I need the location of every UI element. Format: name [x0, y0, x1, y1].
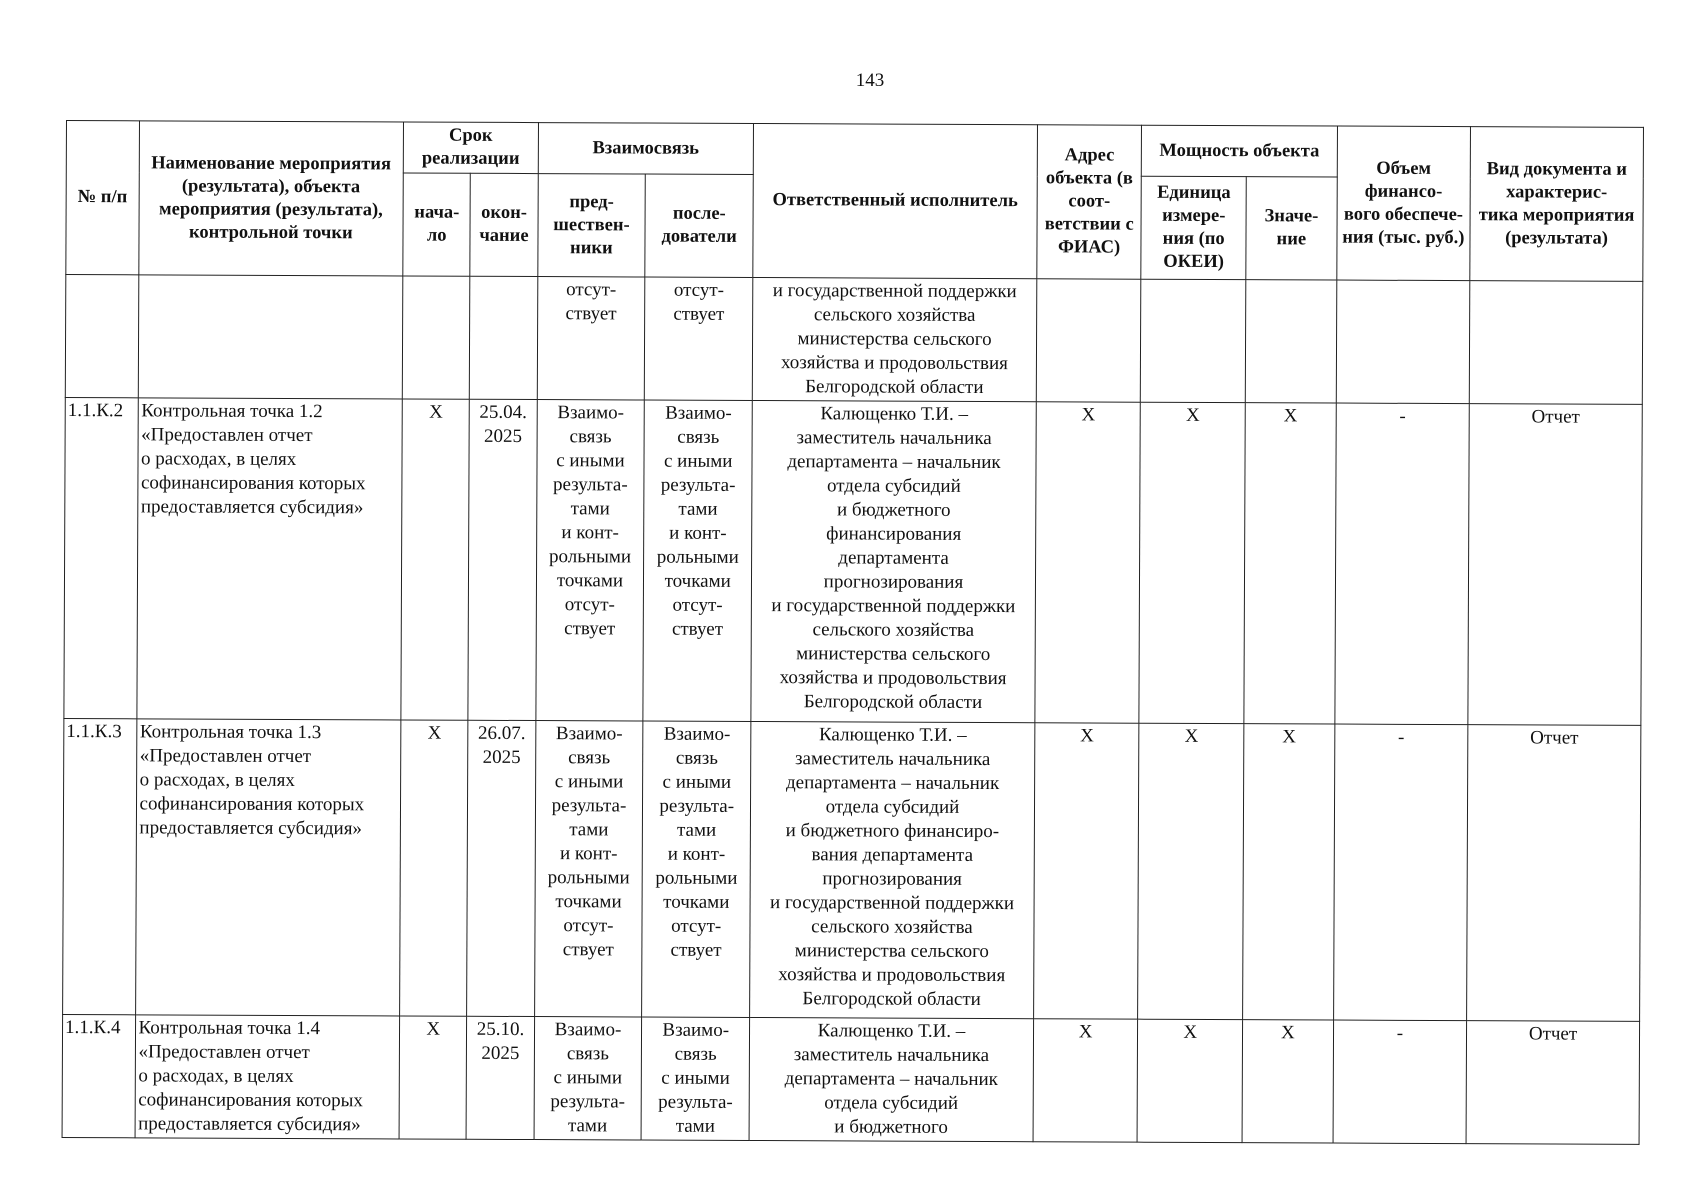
header-link: Взаимосвязь — [538, 123, 754, 175]
measures-table — [62, 120, 1644, 1145]
cell-finance: - — [1333, 724, 1468, 1021]
table-row — [65, 275, 1643, 405]
cell-finance: - — [1335, 403, 1470, 725]
header-row-top — [66, 121, 1643, 179]
cell-responsible: Калющенко Т.И. – заместитель начальника департамента – начальник отдела субсидий и бюджетного — [749, 1017, 1033, 1141]
header-term-end: окон- чание — [470, 173, 538, 276]
header-capacity-unit: Единица измере- ния (по ОКЕИ) — [1141, 176, 1246, 279]
cell-prev: отсут- ствует — [537, 277, 645, 400]
cell-end: 25.04. 2025 — [468, 399, 537, 720]
cell-start: X — [399, 1016, 467, 1139]
cell-address — [1036, 279, 1141, 402]
header-finance: Объем финансо- вого обеспече- ния (тыс. руб.) — [1336, 126, 1470, 281]
cell-next: отсут- ствует — [645, 277, 753, 400]
cell-address: X — [1035, 402, 1141, 723]
header-doc-type: Вид документа и характерис- тика мероприятия (результата) — [1470, 127, 1644, 282]
cell-address: X — [1033, 1019, 1138, 1142]
cell-num: 1.1.К.4 — [62, 1014, 135, 1137]
header-capacity: Мощность объекта — [1142, 125, 1337, 177]
cell-unit — [1141, 279, 1246, 402]
cell-start — [402, 276, 470, 399]
cell-doc: Отчет — [1468, 404, 1642, 726]
cell-end: 25.10. 2025 — [466, 1016, 534, 1139]
cell-value: X — [1244, 403, 1336, 724]
cell-end — [470, 276, 538, 399]
header-address: Адрес объекта (в соот- ветствии с ФИАС) — [1037, 125, 1142, 279]
cell-finance: - — [1333, 1020, 1467, 1144]
cell-unit: X — [1137, 1019, 1242, 1142]
header-responsible: Ответственный исполнитель — [753, 124, 1037, 279]
cell-next: Взаимо- связь с иными результа- тами и конт- рольными точками отсут- ствует — [642, 721, 751, 1017]
header-term: Срок реализации — [403, 122, 538, 174]
cell-unit: X — [1139, 402, 1245, 723]
cell-start: X — [401, 399, 470, 720]
cell-name: Контрольная точка 1.2 «Предоставлен отчет о расходах, в целях софинансирования которых предоставляется субсидия» — [136, 398, 402, 720]
cell-responsible: Калющенко Т.И. – заместитель начальника департамента – начальник отдела субсидий и бюджетного финансиро- вания департамента прогнозирования и государственной поддержки сельского хозяйства министерства сельского хозяйства и продовольствия Белгородской области — [750, 721, 1035, 1018]
cell-start: X — [400, 720, 468, 1016]
cell-prev: Взаимо- связь с иными результа- тами и конт- рольными точками отсут- ствует — [535, 400, 644, 721]
cell-prev: Взаимо- связь с иными результа- тами и конт- рольными точками отсут- ствует — [534, 721, 643, 1017]
cell-next: Взаимо- связь с иными результа- тами — [641, 1017, 749, 1140]
cell-value: X — [1242, 1020, 1333, 1143]
page-number: 143 — [855, 70, 885, 91]
cell-num: 1.1.К.3 — [63, 718, 137, 1014]
cell-value: X — [1243, 724, 1335, 1020]
cell-doc: Отчет — [1467, 725, 1641, 1022]
cell-prev: Взаимо- связь с иными результа- тами — [534, 1017, 642, 1140]
table-row — [64, 397, 1642, 725]
cell-next: Взаимо- связь с иными результа- тами и конт- рольными точками отсут- ствует — [643, 400, 752, 721]
header-link-next: после- дователи — [645, 174, 753, 277]
header-name: Наименование мероприятия (результата), объекта мероприятия (результата), контрольной точки — [138, 121, 403, 276]
cell-value — [1245, 280, 1336, 403]
cell-responsible: Калющенко Т.И. – заместитель начальника департамента – начальник отдела субсидий и бюджетного финансирования департамента прогнозирования и государственной поддержки сельского хозяйства министерства сельского хозяйства и продовольствия Белгородской области — [751, 400, 1036, 722]
header-term-start: нача- ло — [403, 173, 471, 276]
cell-name — [138, 275, 403, 399]
cell-name: Контрольная точка 1.3 «Предоставлен отчет о расходах, в целях софинансирования которых предоставляется субсидия» — [135, 719, 401, 1016]
cell-num: 1.1.К.2 — [64, 397, 138, 718]
cell-doc — [1469, 281, 1643, 405]
cell-unit: X — [1138, 723, 1244, 1019]
cell-responsible: и государственной поддержки сельского хозяйства министерства сельского хозяйства и продовольствия Белгородской области — [752, 277, 1036, 401]
cell-address: X — [1033, 723, 1139, 1019]
table-row — [63, 718, 1641, 1021]
cell-num — [65, 275, 138, 398]
cell-end: 26.07. 2025 — [467, 720, 536, 1016]
header-num: № п/п — [66, 121, 139, 275]
cell-name: Контрольная точка 1.4 «Предоставлен отчет о расходах, в целях софинансирования которых предоставляется субсидия» — [135, 1015, 400, 1139]
table-row — [62, 1014, 1640, 1144]
cell-doc: Отчет — [1466, 1021, 1640, 1145]
cell-finance — [1336, 280, 1470, 404]
header-link-prev: пред- шествен- ники — [537, 174, 645, 277]
header-capacity-value: Значе- ние — [1246, 177, 1337, 280]
